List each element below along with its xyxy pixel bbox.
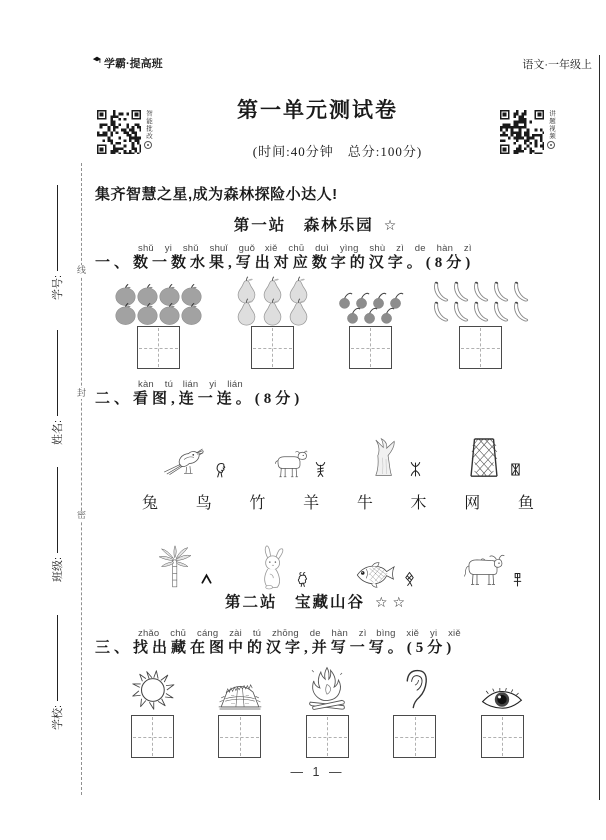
fire-image-box [304, 661, 350, 711]
difficulty-stars: ☆ [383, 217, 402, 233]
school-field[interactable] [49, 590, 65, 730]
seal-dashed-line [81, 163, 82, 795]
writing-grid[interactable] [393, 715, 436, 758]
difficulty-stars: ☆☆ [374, 594, 411, 610]
q1-fruit-row [108, 277, 532, 369]
qr-code-image[interactable] [97, 110, 141, 154]
q1-answer-column [232, 277, 312, 369]
section1-text: 第一站 森林乐园 [233, 217, 374, 234]
student-name-blank[interactable] [57, 330, 58, 416]
fruit-cluster-cherries [336, 277, 404, 323]
ox-image [461, 551, 505, 590]
q3-picture-grid-row [119, 661, 535, 758]
ear-image [398, 668, 432, 711]
school-blank[interactable] [57, 615, 58, 701]
q3-column [469, 661, 535, 758]
match-character[interactable]: 网 [464, 495, 481, 512]
seal-char-feng: 封 [76, 388, 86, 398]
match-character[interactable]: 鸟 [195, 495, 212, 512]
picture-tree-trunk [369, 434, 422, 480]
section2-title [95, 590, 540, 612]
school-label: 学校: [52, 704, 64, 730]
pear-icon [234, 298, 259, 326]
banana-icon [450, 301, 470, 325]
picture-ox [461, 551, 524, 590]
q2-picture-row-bottom [156, 524, 524, 590]
section2-text: 第二站 宝藏山谷 [224, 594, 365, 611]
class-blank[interactable] [57, 467, 58, 553]
student-id-blank[interactable] [57, 185, 58, 271]
q1-answer-column [428, 277, 532, 369]
class-label: 班级: [52, 556, 64, 582]
qr-smart-grading[interactable] [97, 110, 153, 154]
picture-rabbit [258, 544, 309, 590]
bird-image [160, 443, 208, 480]
qr-video-lessons[interactable] [500, 110, 556, 154]
sun-image-box [129, 661, 175, 711]
bamboo-image [156, 542, 194, 590]
q1-pinyin: shǔ yi shǔ shuǐ guǒ xiě chū duì yìng shù zì de hàn zì [138, 243, 472, 254]
fruit-cluster-pears [232, 277, 312, 323]
sheep-image [270, 449, 308, 480]
fish-image [353, 560, 397, 590]
paper-title: 第一单元测试卷 [237, 98, 398, 122]
oracle-glyph-ox [511, 571, 524, 588]
edition-label: 语文·一年级上 [522, 59, 592, 71]
field-image-box [210, 661, 270, 711]
match-character[interactable]: 木 [410, 495, 427, 512]
intro-text: 集齐智慧之星,成为森林探险小达人! [95, 186, 338, 203]
q3-column [207, 661, 273, 758]
match-character[interactable]: 牛 [356, 495, 373, 512]
banana-icon [510, 301, 530, 325]
oracle-glyph-bird [214, 461, 227, 478]
net-image [465, 436, 503, 480]
match-character[interactable]: 兔 [142, 495, 159, 512]
writing-grid[interactable] [131, 715, 174, 758]
paper-meta: (时间:40分钟 总分:100分) [252, 144, 423, 159]
student-id-field[interactable] [49, 160, 65, 300]
student-name-label: 姓名: [52, 419, 64, 445]
picture-bamboo [156, 542, 213, 590]
q3-column [119, 661, 185, 758]
oracle-glyph-net [509, 461, 522, 478]
banana-icon [490, 301, 510, 325]
oracle-glyph-tree-trunk [409, 461, 422, 478]
eye-image-box [479, 661, 525, 711]
apple-icon [179, 302, 204, 325]
fire-image [304, 665, 350, 711]
ear-image-box [398, 661, 432, 711]
qr-left-label: 智能批改 [145, 110, 152, 140]
q2-character-row [142, 490, 534, 513]
q2-picture-row-top [160, 416, 522, 480]
q2-pinyin: kàn tú lián yi lián [138, 379, 243, 390]
cherrie-icon [362, 307, 378, 324]
q3-column [294, 661, 360, 758]
page-number: — 1 — [290, 765, 345, 779]
oracle-glyph-bamboo [200, 571, 213, 588]
page-right-border [599, 55, 600, 800]
q3-pinyin: zhǎo chū cáng zài tú zhōng de hàn zì bìng xiě yi xiě [138, 628, 461, 639]
badge-icon [144, 141, 152, 149]
qr-right-label: 讲题视频 [548, 110, 555, 140]
picture-fish [353, 560, 416, 590]
brand-label: 学霸·提高班 [104, 58, 163, 70]
student-id-label: 学号: [52, 274, 64, 300]
match-character[interactable]: 羊 [303, 495, 320, 512]
q3-column [382, 661, 448, 758]
fruit-cluster-bananas [428, 277, 532, 323]
grad-cap-icon [92, 55, 102, 65]
eye-image [479, 688, 525, 711]
student-name-field[interactable] [49, 305, 65, 445]
writing-grid[interactable] [349, 326, 392, 369]
sun-image [129, 669, 175, 711]
qr-side-label [143, 110, 153, 154]
writing-grid[interactable] [459, 326, 502, 369]
field-image [210, 675, 270, 711]
tree-trunk-image [369, 434, 403, 480]
picture-net [465, 436, 522, 480]
writing-grid[interactable] [306, 715, 349, 758]
seal-char-xian: 线 [76, 265, 86, 275]
qr-code-image[interactable] [500, 110, 544, 154]
q1-answer-column [336, 277, 404, 369]
section1-title [95, 213, 540, 235]
qr-side-label [546, 110, 556, 154]
rabbit-image [258, 544, 290, 590]
writing-grid[interactable] [218, 715, 261, 758]
fruit-cluster-apples [108, 277, 208, 323]
q3-text: 三、找出藏在图中的汉字,并写一写。(5分) [95, 640, 456, 656]
oracle-glyph-rabbit [296, 571, 309, 588]
match-character[interactable]: 竹 [249, 495, 266, 512]
oracle-glyph-fish [403, 571, 416, 588]
match-character[interactable]: 鱼 [517, 495, 534, 512]
writing-grid[interactable] [137, 326, 180, 369]
q1-answer-column [108, 277, 208, 369]
writing-grid[interactable] [481, 715, 524, 758]
banana-icon [470, 301, 490, 325]
cherrie-icon [379, 307, 395, 324]
pear-icon [286, 298, 311, 326]
class-field[interactable] [49, 442, 65, 582]
writing-grid[interactable] [251, 326, 294, 369]
cherrie-icon [345, 307, 361, 324]
picture-sheep [270, 449, 327, 480]
picture-bird [160, 443, 227, 480]
banana-icon [430, 301, 450, 325]
badge-icon [547, 141, 555, 149]
pear-icon [260, 298, 285, 326]
oracle-glyph-sheep [314, 461, 327, 478]
q2-text: 二、看图,连一连。(8分) [95, 391, 304, 407]
q1-text: 一、数一数水果,写出对应数字的汉字。(8分) [95, 255, 475, 271]
seal-char-mi: 密 [76, 510, 86, 520]
brand [92, 55, 163, 71]
